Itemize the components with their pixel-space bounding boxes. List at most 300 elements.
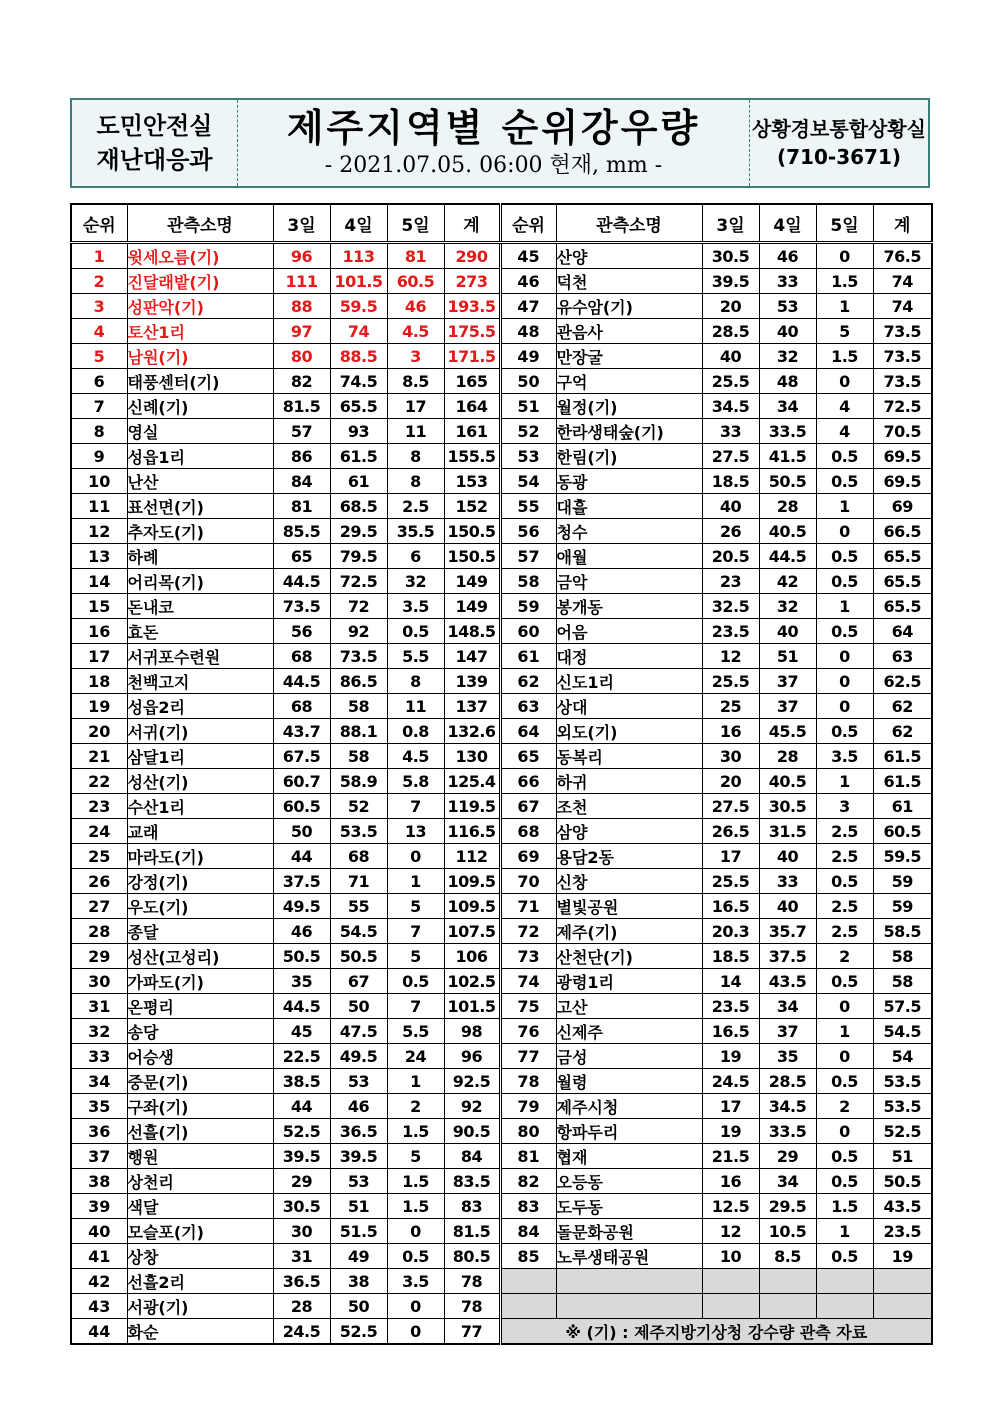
station-name: 마라도(기) — [127, 844, 273, 869]
day4-value: 53 — [330, 1069, 387, 1094]
day4-value: 28 — [759, 744, 816, 769]
station-name: 우도(기) — [127, 894, 273, 919]
station-name: 한라생태숲(기) — [556, 419, 702, 444]
total-value: 150.5 — [444, 544, 500, 569]
station-name: 상대 — [556, 694, 702, 719]
station-name: 온평리 — [127, 994, 273, 1019]
total-value: 58.5 — [873, 919, 932, 944]
total-value: 76.5 — [873, 243, 932, 269]
total-value: 90.5 — [444, 1119, 500, 1144]
station-name: 제주(기) — [556, 919, 702, 944]
total-value: 149 — [444, 594, 500, 619]
rank-cell: 50 — [500, 369, 556, 394]
day5-value: 0 — [816, 243, 873, 269]
rank-cell: 24 — [71, 819, 127, 844]
day4-value: 50.5 — [330, 944, 387, 969]
day5-value: 32 — [387, 569, 444, 594]
table-row — [71, 1319, 932, 1345]
table-row — [71, 1194, 932, 1219]
day3-value: 26.5 — [702, 819, 759, 844]
day4-value: 44.5 — [759, 544, 816, 569]
rank-cell: 52 — [500, 419, 556, 444]
rank-cell: 34 — [71, 1069, 127, 1094]
day4-value: 41.5 — [759, 444, 816, 469]
day5-value: 5.8 — [387, 769, 444, 794]
office-name: 상황경보통합상황실 — [752, 117, 926, 141]
rank-cell: 53 — [500, 444, 556, 469]
day5-value: 1 — [387, 1069, 444, 1094]
rank-cell: 51 — [500, 394, 556, 419]
empty-cell — [556, 1294, 702, 1319]
day3-value: 25.5 — [702, 369, 759, 394]
day5-value: 11 — [387, 694, 444, 719]
day5-value: 2 — [816, 1094, 873, 1119]
day3-value: 44 — [273, 1094, 330, 1119]
total-value: 83 — [444, 1194, 500, 1219]
total-value: 80.5 — [444, 1244, 500, 1269]
day3-value: 52.5 — [273, 1119, 330, 1144]
day3-value: 30.5 — [273, 1194, 330, 1219]
col-header-day4: 4일 — [759, 204, 816, 243]
day5-value: 13 — [387, 819, 444, 844]
title-box — [238, 100, 750, 186]
station-name: 성산(고성리) — [127, 944, 273, 969]
station-name: 표선면(기) — [127, 494, 273, 519]
station-name: 성산(기) — [127, 769, 273, 794]
table-row — [71, 569, 932, 594]
table-row — [71, 1269, 932, 1294]
table-row — [71, 1019, 932, 1044]
station-name: 하례 — [127, 544, 273, 569]
total-value: 58 — [873, 944, 932, 969]
total-value: 161 — [444, 419, 500, 444]
day4-value: 8.5 — [759, 1244, 816, 1269]
empty-cell — [500, 1294, 556, 1319]
day5-value: 1.5 — [387, 1194, 444, 1219]
day4-value: 37.5 — [759, 944, 816, 969]
day3-value: 73.5 — [273, 594, 330, 619]
rank-cell: 33 — [71, 1044, 127, 1069]
station-name: 고산 — [556, 994, 702, 1019]
day5-value: 0 — [816, 994, 873, 1019]
total-value: 51 — [873, 1144, 932, 1169]
day5-value: 0.5 — [816, 1069, 873, 1094]
empty-cell — [873, 1269, 932, 1294]
station-name: 서광(기) — [127, 1294, 273, 1319]
day4-value: 71 — [330, 869, 387, 894]
rank-cell: 44 — [71, 1319, 127, 1345]
station-name: 상창 — [127, 1244, 273, 1269]
total-value: 50.5 — [873, 1169, 932, 1194]
day3-value: 50 — [273, 819, 330, 844]
total-value: 73.5 — [873, 344, 932, 369]
total-value: 83.5 — [444, 1169, 500, 1194]
rank-cell: 17 — [71, 644, 127, 669]
station-name: 수산1리 — [127, 794, 273, 819]
total-value: 54.5 — [873, 1019, 932, 1044]
day5-value: 0 — [387, 844, 444, 869]
day4-value: 28.5 — [759, 1069, 816, 1094]
station-name: 상천리 — [127, 1169, 273, 1194]
total-value: 73.5 — [873, 319, 932, 344]
station-name: 돌문화공원 — [556, 1219, 702, 1244]
station-name: 금악 — [556, 569, 702, 594]
rank-cell: 85 — [500, 1244, 556, 1269]
day5-value: 4.5 — [387, 744, 444, 769]
table-row — [71, 1244, 932, 1269]
total-value: 155.5 — [444, 444, 500, 469]
total-value: 61.5 — [873, 769, 932, 794]
rank-cell: 48 — [500, 319, 556, 344]
rank-cell: 72 — [500, 919, 556, 944]
rank-cell: 66 — [500, 769, 556, 794]
rank-cell: 5 — [71, 344, 127, 369]
day5-value: 0 — [816, 519, 873, 544]
day4-value: 73.5 — [330, 644, 387, 669]
empty-cell — [759, 1269, 816, 1294]
rank-cell: 63 — [500, 694, 556, 719]
rank-cell: 70 — [500, 869, 556, 894]
station-name: 송당 — [127, 1019, 273, 1044]
day5-value: 0.5 — [387, 969, 444, 994]
col-header-rank: 순위 — [71, 204, 127, 243]
day3-value: 84 — [273, 469, 330, 494]
day5-value: 35.5 — [387, 519, 444, 544]
table-body — [71, 243, 932, 1345]
station-name: 한림(기) — [556, 444, 702, 469]
station-name: 관음사 — [556, 319, 702, 344]
day3-value: 28 — [273, 1294, 330, 1319]
day4-value: 31.5 — [759, 819, 816, 844]
day3-value: 25 — [702, 694, 759, 719]
total-value: 69.5 — [873, 444, 932, 469]
total-value: 84 — [444, 1144, 500, 1169]
total-value: 290 — [444, 243, 500, 269]
day5-value: 1 — [816, 1019, 873, 1044]
day3-value: 19 — [702, 1044, 759, 1069]
station-name: 금성 — [556, 1044, 702, 1069]
day3-value: 20.3 — [702, 919, 759, 944]
day3-value: 25.5 — [702, 869, 759, 894]
day4-value: 68.5 — [330, 494, 387, 519]
station-name: 봉개동 — [556, 594, 702, 619]
day3-value: 86 — [273, 444, 330, 469]
day3-value: 68 — [273, 644, 330, 669]
table-row — [71, 519, 932, 544]
day3-value: 45 — [273, 1019, 330, 1044]
rank-cell: 69 — [500, 844, 556, 869]
day3-value: 80 — [273, 344, 330, 369]
day3-value: 30 — [702, 744, 759, 769]
rank-cell: 8 — [71, 419, 127, 444]
rank-cell: 80 — [500, 1119, 556, 1144]
table-row — [71, 1169, 932, 1194]
total-value: 112 — [444, 844, 500, 869]
rank-cell: 62 — [500, 669, 556, 694]
col-header-total: 계 — [444, 204, 500, 243]
rank-cell: 37 — [71, 1144, 127, 1169]
day5-value: 7 — [387, 794, 444, 819]
day5-value: 3.5 — [387, 594, 444, 619]
day4-value: 39.5 — [330, 1144, 387, 1169]
station-name: 돈내코 — [127, 594, 273, 619]
table-row — [71, 969, 932, 994]
total-value: 65.5 — [873, 594, 932, 619]
rank-cell: 11 — [71, 494, 127, 519]
total-value: 119.5 — [444, 794, 500, 819]
day3-value: 27.5 — [702, 444, 759, 469]
day4-value: 35 — [759, 1044, 816, 1069]
rank-cell: 19 — [71, 694, 127, 719]
day5-value: 0.5 — [816, 719, 873, 744]
rank-cell: 15 — [71, 594, 127, 619]
col-header-day5: 5일 — [816, 204, 873, 243]
table-row — [71, 919, 932, 944]
total-value: 62.5 — [873, 669, 932, 694]
day3-value: 24.5 — [273, 1319, 330, 1345]
day5-value: 0.5 — [387, 1244, 444, 1269]
total-value: 53.5 — [873, 1069, 932, 1094]
rank-cell: 58 — [500, 569, 556, 594]
station-name: 애월 — [556, 544, 702, 569]
total-value: 81.5 — [444, 1219, 500, 1244]
total-value: 74 — [873, 269, 932, 294]
day3-value: 60.5 — [273, 794, 330, 819]
day5-value: 0.5 — [816, 569, 873, 594]
station-name: 서귀(기) — [127, 719, 273, 744]
station-name: 제주시청 — [556, 1094, 702, 1119]
day4-value: 86.5 — [330, 669, 387, 694]
day5-value: 60.5 — [387, 269, 444, 294]
col-header-day4: 4일 — [330, 204, 387, 243]
day5-value: 2 — [816, 944, 873, 969]
total-value: 132.6 — [444, 719, 500, 744]
rank-cell: 22 — [71, 769, 127, 794]
total-value: 125.4 — [444, 769, 500, 794]
rank-cell: 30 — [71, 969, 127, 994]
station-name: 어음 — [556, 619, 702, 644]
station-name: 어리목(기) — [127, 569, 273, 594]
total-value: 65.5 — [873, 544, 932, 569]
total-value: 53.5 — [873, 1094, 932, 1119]
rank-cell: 39 — [71, 1194, 127, 1219]
table-row — [71, 844, 932, 869]
day3-value: 12.5 — [702, 1194, 759, 1219]
rank-cell: 27 — [71, 894, 127, 919]
rank-cell: 12 — [71, 519, 127, 544]
total-value: 59 — [873, 894, 932, 919]
table-header-row — [71, 204, 932, 243]
day5-value: 0 — [816, 644, 873, 669]
total-value: 153 — [444, 469, 500, 494]
page-title: 제주지역별 순위강우량 — [286, 106, 701, 150]
table-row — [71, 1144, 932, 1169]
day3-value: 24.5 — [702, 1069, 759, 1094]
station-name: 항파두리 — [556, 1119, 702, 1144]
day3-value: 27.5 — [702, 794, 759, 819]
day5-value: 0 — [816, 1044, 873, 1069]
office-phone: (710-3671) — [777, 145, 901, 169]
total-value: 72.5 — [873, 394, 932, 419]
table-row — [71, 669, 932, 694]
day3-value: 26 — [702, 519, 759, 544]
day4-value: 72 — [330, 594, 387, 619]
day4-value: 88.1 — [330, 719, 387, 744]
day3-value: 43.7 — [273, 719, 330, 744]
station-name: 용담2동 — [556, 844, 702, 869]
day3-value: 46 — [273, 919, 330, 944]
station-name: 도두동 — [556, 1194, 702, 1219]
day4-value: 33.5 — [759, 419, 816, 444]
total-value: 109.5 — [444, 894, 500, 919]
table-row — [71, 243, 932, 269]
day3-value: 31 — [273, 1244, 330, 1269]
col-header-total: 계 — [873, 204, 932, 243]
station-name: 협재 — [556, 1144, 702, 1169]
day5-value: 1 — [816, 1219, 873, 1244]
rank-cell: 67 — [500, 794, 556, 819]
day3-value: 40 — [702, 494, 759, 519]
rank-cell: 40 — [71, 1219, 127, 1244]
department-box — [72, 100, 238, 186]
day5-value: 0 — [816, 369, 873, 394]
day5-value: 81 — [387, 243, 444, 269]
day4-value: 40.5 — [759, 769, 816, 794]
total-value: 63 — [873, 644, 932, 669]
rank-cell: 42 — [71, 1269, 127, 1294]
rank-cell: 36 — [71, 1119, 127, 1144]
day5-value: 1.5 — [387, 1169, 444, 1194]
day4-value: 53.5 — [330, 819, 387, 844]
day3-value: 82 — [273, 369, 330, 394]
day4-value: 46 — [759, 243, 816, 269]
rank-cell: 45 — [500, 243, 556, 269]
rank-cell: 68 — [500, 819, 556, 844]
station-name: 만장굴 — [556, 344, 702, 369]
day3-value: 50.5 — [273, 944, 330, 969]
department-line-1: 도민안전실 — [96, 112, 213, 140]
day3-value: 10 — [702, 1244, 759, 1269]
total-value: 62 — [873, 694, 932, 719]
day3-value: 44.5 — [273, 569, 330, 594]
day4-value: 37 — [759, 1019, 816, 1044]
day3-value: 81.5 — [273, 394, 330, 419]
total-value: 139 — [444, 669, 500, 694]
day4-value: 50 — [330, 1294, 387, 1319]
day4-value: 43.5 — [759, 969, 816, 994]
total-value: 147 — [444, 644, 500, 669]
day3-value: 35 — [273, 969, 330, 994]
rank-cell: 32 — [71, 1019, 127, 1044]
day5-value: 3 — [387, 344, 444, 369]
table-row — [71, 994, 932, 1019]
total-value: 106 — [444, 944, 500, 969]
day5-value: 0.5 — [816, 469, 873, 494]
station-name: 천백고지 — [127, 669, 273, 694]
total-value: 193.5 — [444, 294, 500, 319]
total-value: 109.5 — [444, 869, 500, 894]
station-name: 색달 — [127, 1194, 273, 1219]
rank-cell: 18 — [71, 669, 127, 694]
station-name: 가파도(기) — [127, 969, 273, 994]
empty-cell — [759, 1294, 816, 1319]
rank-cell: 55 — [500, 494, 556, 519]
table-row — [71, 469, 932, 494]
rank-cell: 31 — [71, 994, 127, 1019]
col-header-station: 관측소명 — [127, 204, 273, 243]
day4-value: 34 — [759, 994, 816, 1019]
day5-value: 24 — [387, 1044, 444, 1069]
station-name: 종달 — [127, 919, 273, 944]
day4-value: 32 — [759, 344, 816, 369]
table-row — [71, 644, 932, 669]
table-row — [71, 494, 932, 519]
day5-value: 0.5 — [816, 1144, 873, 1169]
day3-value: 17 — [702, 1094, 759, 1119]
rank-cell: 14 — [71, 569, 127, 594]
day3-value: 56 — [273, 619, 330, 644]
rank-cell: 76 — [500, 1019, 556, 1044]
total-value: 98 — [444, 1019, 500, 1044]
station-name: 윗세오름(기) — [127, 243, 273, 269]
day3-value: 97 — [273, 319, 330, 344]
day3-value: 23.5 — [702, 994, 759, 1019]
day4-value: 33 — [759, 269, 816, 294]
total-value: 61 — [873, 794, 932, 819]
total-value: 73.5 — [873, 369, 932, 394]
day5-value: 4 — [816, 419, 873, 444]
station-name: 동복리 — [556, 744, 702, 769]
station-name: 난산 — [127, 469, 273, 494]
day5-value: 1 — [387, 869, 444, 894]
day5-value: 2.5 — [816, 819, 873, 844]
day3-value: 12 — [702, 1219, 759, 1244]
rank-cell: 38 — [71, 1169, 127, 1194]
rank-cell: 57 — [500, 544, 556, 569]
day5-value: 0.8 — [387, 719, 444, 744]
total-value: 77 — [444, 1319, 500, 1345]
department-line-2: 재난대응과 — [96, 146, 213, 174]
total-value: 149 — [444, 569, 500, 594]
day4-value: 50 — [330, 994, 387, 1019]
day5-value: 1.5 — [816, 344, 873, 369]
rank-cell: 43 — [71, 1294, 127, 1319]
total-value: 69 — [873, 494, 932, 519]
day4-value: 51.5 — [330, 1219, 387, 1244]
table-row — [71, 1294, 932, 1319]
day5-value: 0.5 — [816, 544, 873, 569]
day5-value: 46 — [387, 294, 444, 319]
total-value: 148.5 — [444, 619, 500, 644]
empty-cell — [816, 1294, 873, 1319]
day3-value: 57 — [273, 419, 330, 444]
table-row — [71, 1219, 932, 1244]
rank-cell: 23 — [71, 794, 127, 819]
total-value: 52.5 — [873, 1119, 932, 1144]
station-name: 유수암(기) — [556, 294, 702, 319]
rank-cell: 35 — [71, 1094, 127, 1119]
day4-value: 50.5 — [759, 469, 816, 494]
day5-value: 2.5 — [816, 844, 873, 869]
day5-value: 6 — [387, 544, 444, 569]
day5-value: 5 — [387, 944, 444, 969]
day4-value: 58.9 — [330, 769, 387, 794]
total-value: 59.5 — [873, 844, 932, 869]
station-name: 삼양 — [556, 819, 702, 844]
day5-value: 8.5 — [387, 369, 444, 394]
day4-value: 51 — [759, 644, 816, 669]
rank-cell: 74 — [500, 969, 556, 994]
